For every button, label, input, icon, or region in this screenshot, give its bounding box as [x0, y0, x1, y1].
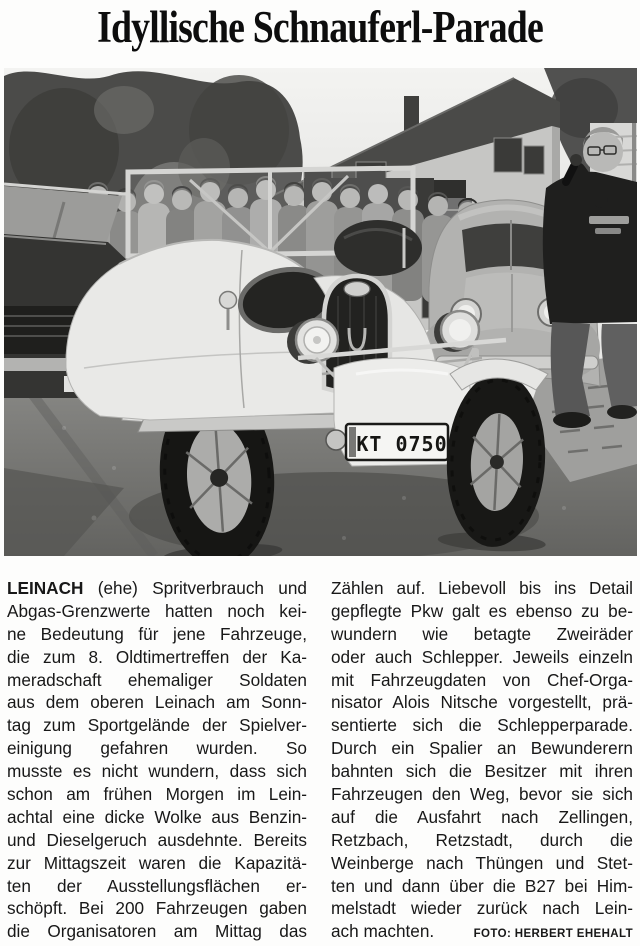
text-line: Fahrzeugen den Weg, bevor sie sich	[331, 784, 633, 805]
text-line: melstadt wieder zurück nach Lein-	[331, 898, 633, 919]
text-line: tag zum Sportgelände der Spielver-	[7, 715, 307, 736]
text-line: ten und dann über die B27 bei Him-	[331, 875, 633, 896]
text-line: meradschaft ehemaliger Soldaten	[7, 669, 307, 690]
text-line: schöpft. Bei 200 Fahrzeugen gaben	[7, 898, 307, 919]
text-line-lead	[7, 577, 307, 600]
text-line: oder auch Schlepper. Jeweils einzeln	[331, 646, 633, 667]
text-line: nisator Alois Nitsche vorgestellt, prä-	[331, 692, 633, 713]
ball-ornament	[220, 292, 237, 309]
text-line: achtal eine dicke Wolke aus Benzin-	[7, 806, 307, 827]
club-badge-left	[326, 430, 346, 450]
text-line: sentierte sich die Schlepperparade.	[331, 715, 633, 736]
photo-illustration	[4, 68, 637, 556]
article-column-left	[7, 577, 307, 943]
article-end-text: ach machten.	[331, 921, 435, 942]
text-line: aus dem oberen Leinach am Sonn-	[7, 692, 307, 713]
text-line: einigung gefahren wurden. So	[7, 738, 307, 759]
text-line: mit Fahrzeugdaten von Chef-Orga-	[331, 669, 633, 690]
shoe	[553, 412, 591, 428]
text-line: ten der Ausstellungsflächen er-	[7, 875, 307, 896]
text-line: Abgas-Grenzwerte hatten noch kei-	[7, 600, 307, 621]
lead-text: Spritverbrauch und	[152, 578, 307, 598]
article-body	[0, 577, 640, 944]
photo-credit: FOTO: HERBERT EHEHALT	[473, 928, 633, 941]
text-line: Durch ein Spalier an Bewunderern	[331, 738, 633, 759]
radiator-badge	[344, 282, 370, 297]
headline: Idyllische Schnauferl-Parade	[97, 2, 543, 52]
announcer-head	[583, 132, 623, 172]
text-line: schon am frühen Morgen im Lein-	[7, 784, 307, 805]
article-column-right	[331, 577, 633, 943]
text-line: bahnten sich die Besitzer mit ihren	[331, 761, 633, 782]
right-column-lines	[331, 577, 633, 920]
text-line: die zum 8. Oldtimertreffen der Ka-	[7, 646, 307, 667]
text-line: die Organisatoren am Mittag das	[7, 921, 307, 942]
text-line: und Dieselgeruch ausdehnte. Bereits	[7, 829, 307, 850]
text-line: zur Mittagszeit waren die Kapazitä-	[7, 852, 307, 873]
text-line: Zählen auf. Liebevoll bis ins Detail	[331, 578, 633, 598]
text-line: wundern wie betagte Zweiräder	[331, 623, 633, 644]
license-plate-text: KT 0750	[356, 432, 448, 456]
text-line: auf die Ausfahrt nach Zellingen,	[331, 806, 633, 827]
text-line: Retzbach, Retzstadt, durch die	[331, 829, 633, 850]
left-column-lines	[7, 600, 307, 943]
text-line-last	[331, 920, 633, 943]
tshirt-print	[589, 216, 629, 224]
article-photo	[4, 68, 637, 556]
text-line: musste es nicht wundern, dass sich	[7, 761, 307, 782]
text-line: Weinberge nach Thüngen und Stet-	[331, 852, 633, 873]
dateline-author: (ehe)	[97, 578, 138, 598]
text-line: gepflegte Pkw galt es ebenso zu be-	[331, 600, 633, 621]
text-line: ne Bedeutung für jene Fahrzeuge,	[7, 623, 307, 644]
dateline-location: LEINACH	[7, 578, 84, 598]
